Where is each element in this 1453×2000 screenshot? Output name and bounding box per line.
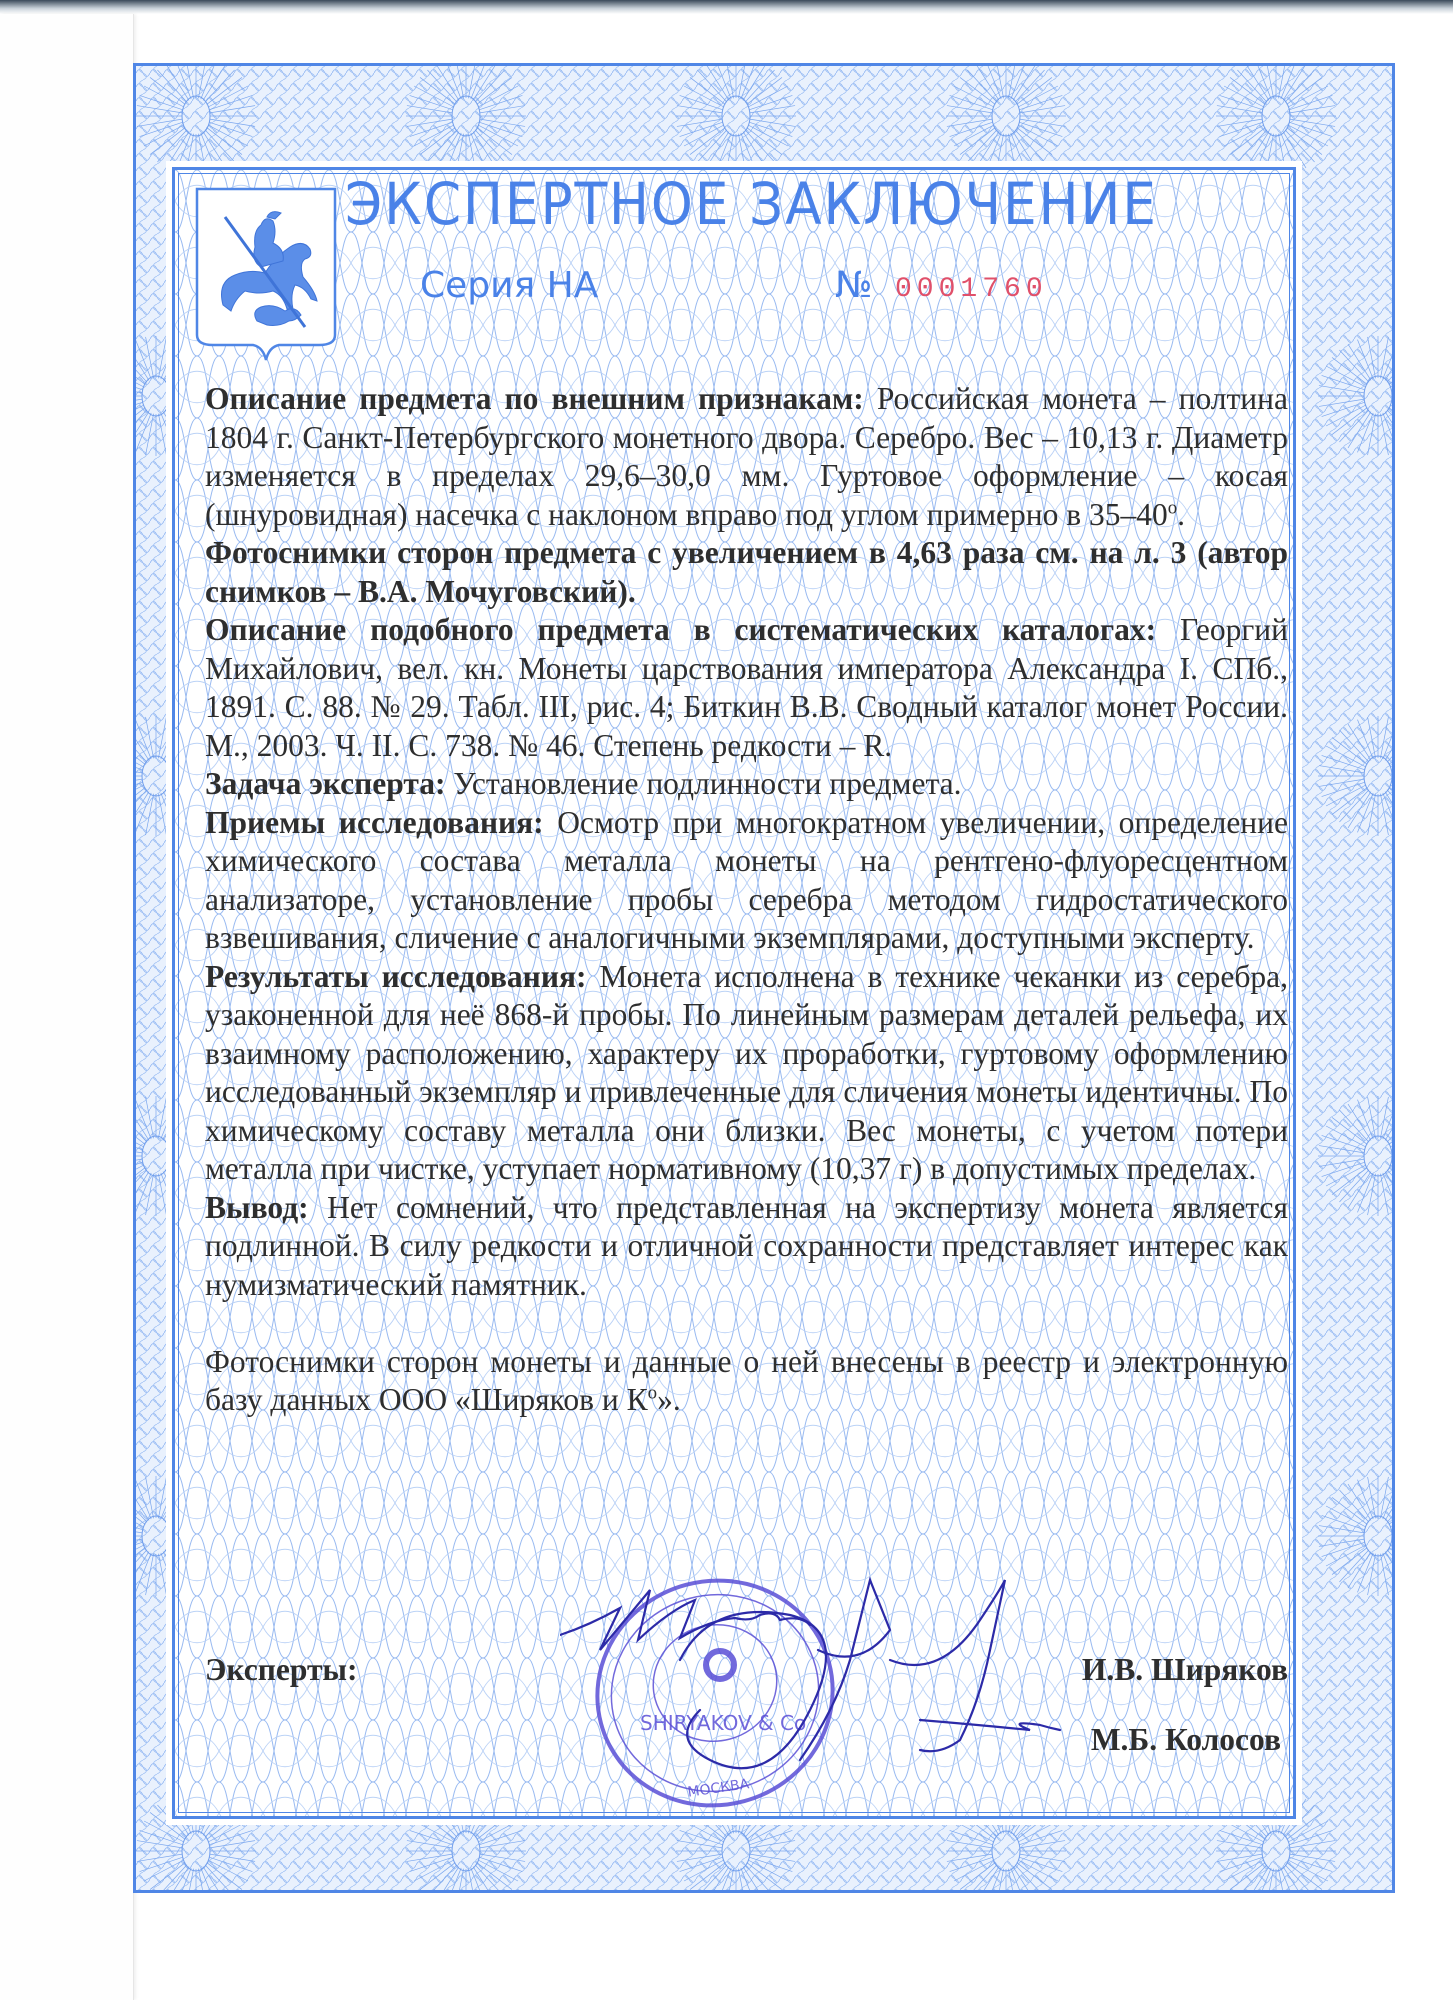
section-text: Монета исполнена в технике чеканки из серебра, узаконенной для неё 868-й пробы. По линейным размерам деталей рельефа, их взаимному расположению, характеру их проработки, гуртовому оформлению исследованный экземпляр и привлеченные для сличения монеты идентичны. По химическому составу металла они близки. Вес монеты, с учетом потери металла при чистке, уступает нормативному (10,37 г) в допустимых пределах. <box>205 958 1288 1186</box>
rosette-ray <box>1392 766 1395 773</box>
stamp-city: МОСКВА <box>686 1776 751 1801</box>
section-label: Вывод: <box>205 1189 309 1225</box>
superscript-o: о <box>647 1382 658 1404</box>
expert-signatures <box>560 1560 1080 1800</box>
scan-edge-shadow <box>0 0 1453 14</box>
registry-note <box>205 1343 1288 1420</box>
section-text: Георгий Михайлович, вел. кн. Монеты царствования императора Александра I. СПб., 1891. С. 88. № 29. Табл. III, рис. 4; Биткин В.В. Сводный каталог монет России. М., 2003. Ч. II. С. 738. № 46. Степень редкости – R. <box>205 612 1288 763</box>
section-label: Задача эксперта: <box>205 766 446 801</box>
certificate-body <box>205 380 1288 1420</box>
spacer <box>205 1304 1288 1343</box>
degree-mark: o <box>1167 497 1178 518</box>
rosette-ray <box>1392 399 1395 406</box>
section-text: Российская монета – полтина 1804 г. Санкт-Петербургского монетного двора. Серебро. Вес – 10,13 г. Диаметр изменяется в пределах 29,6–30,0 мм. Гуртовое оформление – косая (шнуровидная) насечка с наклоном вправо под углом примерно в 35–40 <box>205 381 1288 532</box>
section-methods <box>205 804 1288 958</box>
section-text: Нет сомнений, что представленная на экспертизу монета является подлинной. В силу редкости и отличной сохранности представляет интерес как нумизматический памятник. <box>205 1189 1288 1302</box>
serial-number: 0001760 <box>895 274 1048 305</box>
number-sign: № <box>835 265 873 306</box>
section-conclusion <box>205 1189 1288 1305</box>
underlying-page-edge <box>0 14 134 2000</box>
expert-name: И.В. Ширяков <box>1081 1652 1288 1687</box>
registry-text: Фотоснимки сторон монеты и данные о ней внесены в реестр и электронную базу данных ООО «Ширяков и К <box>205 1343 1288 1417</box>
section-text: Осмотр при многократном увеличении, определение химического состава металла монеты на рентгено-флуоресцентном анализаторе, установление пробы серебра методом гидростатического взвешивания, сличение с аналогичными экземплярами, доступными эксперту. <box>205 804 1289 955</box>
section-description <box>205 380 1288 534</box>
section-label: Результаты исследования: <box>205 958 587 994</box>
section-results <box>205 958 1288 1189</box>
section-task <box>205 765 1288 804</box>
document-title: ЭКСПЕРТНОЕ ЗАКЛЮЧЕНИЕ <box>345 170 1158 238</box>
section-label: Фотоснимки сторон предмета с увеличением в 4,63 раза см. на л. 3 (автор снимков – В.А. Мочуговский). <box>205 535 1288 609</box>
registry-suffix: ». <box>657 1382 681 1417</box>
rosette-ray <box>1392 386 1395 393</box>
rosette-ray <box>1392 779 1395 786</box>
series-label: Серия НА <box>420 265 599 306</box>
section-text: Установление подлинности предмета. <box>445 766 962 801</box>
rosette-ray <box>1392 1159 1395 1166</box>
rosette-ray <box>1392 1146 1395 1153</box>
expert-name: М.Б. Колосов <box>1090 1722 1281 1757</box>
stamp-text: SHIRYAKOV & Co <box>640 1711 807 1735</box>
experts-label: Эксперты: <box>205 1652 358 1687</box>
section-label: Приемы исследования: <box>205 804 544 840</box>
section-label: Описание предмета по внешним признакам: <box>205 381 864 416</box>
moscow-coat-of-arms-icon <box>195 187 337 362</box>
section-label: Описание подобного предмета в систематических каталогах: <box>205 612 1157 647</box>
section-catalogs <box>205 611 1288 765</box>
rosette-ray <box>1392 1539 1395 1546</box>
rosette-ray <box>1392 1526 1395 1533</box>
section-photos <box>205 534 1288 611</box>
section-suffix: . <box>1177 496 1186 532</box>
